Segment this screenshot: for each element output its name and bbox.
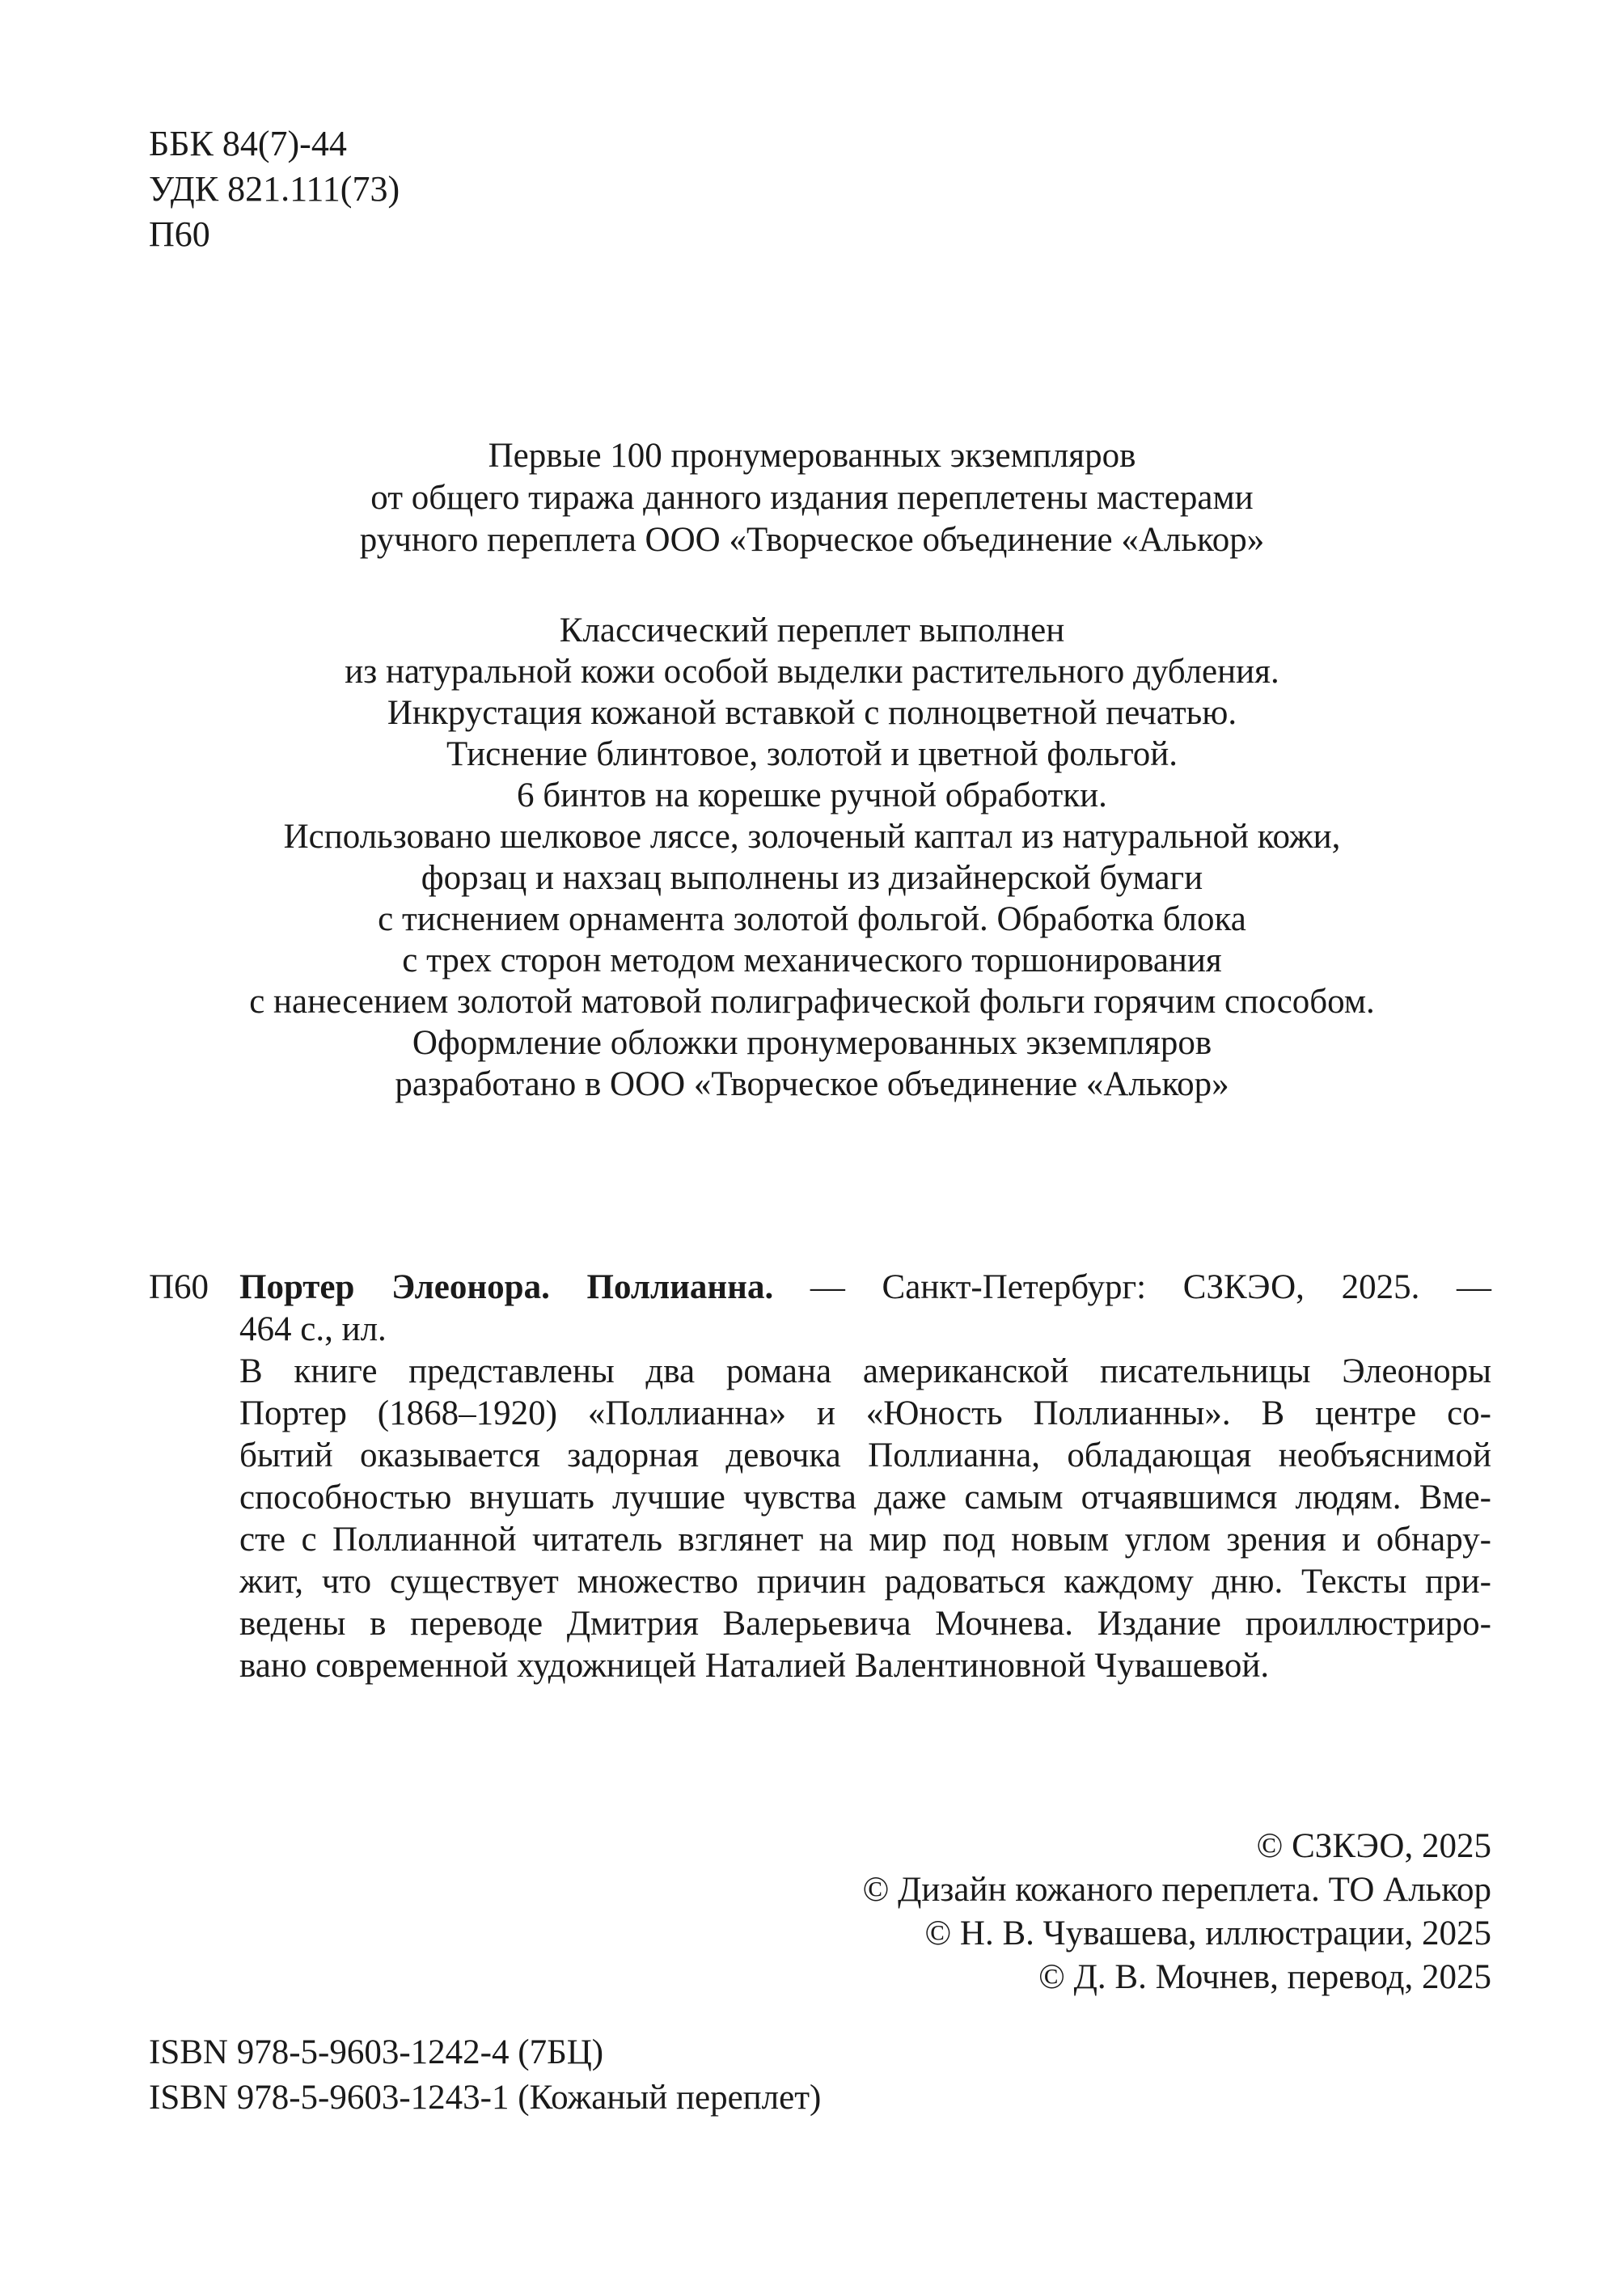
- numbered-copies-note: [0, 435, 1624, 561]
- isbn-line: ISBN 978-5-9603-1243-1 (Кожаный переплет): [149, 2079, 822, 2117]
- binding-line: с нанесением золотой матовой полиграфической фольги горячим способом.: [249, 983, 1375, 1021]
- classification-codes: [149, 121, 400, 257]
- note-line: Первые 100 пронумерованных экземпляров: [488, 437, 1136, 475]
- annotation-line: В книге представлены два романа американской писательницы Элеоноры: [239, 1352, 1491, 1390]
- binding-line: из натуральной кожи особой выделки растительного дубления.: [345, 653, 1279, 691]
- annotation-line: сте с Поллианной читатель взглянет на мир под новым углом зрения и обнару-: [239, 1521, 1491, 1559]
- copyright-notices: [863, 1825, 1491, 1999]
- binding-line: с трех сторон методом механического торшонирования: [402, 941, 1222, 979]
- annotation-line: ведены в переводе Дмитрия Валерьевича Мочнева. Издание проиллюстриро-: [239, 1605, 1491, 1643]
- author-mark: П60: [149, 214, 210, 254]
- annotation-line: способностью внушать лучшие чувства даже самым отчаявшимся людям. Вме-: [239, 1479, 1491, 1517]
- binding-line: разработано в ООО «Творческое объединение «Алькор»: [395, 1065, 1229, 1103]
- binding-line: Классический переплет выполнен: [559, 611, 1065, 649]
- copyright-line: © Н. В. Чувашева, иллюстрации, 2025: [924, 1914, 1491, 1952]
- binding-line: Использовано шелковое ляссе, золоченый каптал из натуральной кожи,: [283, 818, 1341, 856]
- binding-line: Инкрустация кожаной вставкой с полноцветной печатью.: [387, 694, 1237, 732]
- isbn-line: ISBN 978-5-9603-1242-4 (7БЦ): [149, 2033, 604, 2071]
- copyright-line: © Д. В. Мочнев, перевод, 2025: [1038, 1958, 1491, 1996]
- binding-line: Тиснение блинтовое, золотой и цветной фольгой.: [446, 735, 1178, 773]
- binding-description: [0, 610, 1624, 1105]
- biblio-title-rest: — Санкт-Петербург: СЗКЭО, 2025. —: [773, 1268, 1491, 1306]
- bibliographic-record: [149, 1267, 1491, 1687]
- isbn-list: [149, 2030, 821, 2121]
- biblio-title-bold: Портер Элеонора. Поллианна.: [239, 1268, 774, 1306]
- annotation: [239, 1351, 1491, 1687]
- copyright-line: © Дизайн кожаного переплета. ТО Алькор: [862, 1871, 1491, 1909]
- annotation-line: Портер (1868–1920) «Поллианна» и «Юность Поллианны». В центре со-: [239, 1394, 1491, 1432]
- annotation-line: вано современной художницей Наталией Валентиновной Чувашевой.: [239, 1647, 1270, 1685]
- bbk-code: ББК 84(7)-44: [149, 124, 347, 163]
- note-line: от общего тиража данного издания переплетены мастерами: [370, 479, 1254, 517]
- note-line: ручного переплета ООО «Творческое объединение «Алькор»: [359, 521, 1265, 559]
- annotation-line: бытий оказывается задорная девочка Поллианна, обладающая необъяснимой: [239, 1436, 1491, 1474]
- binding-line: 6 бинтов на корешке ручной обработки.: [517, 776, 1107, 814]
- binding-line: форзац и нахзац выполнены из дизайнерской бумаги: [421, 859, 1203, 897]
- binding-line: Оформление обложки пронумерованных экземпляров: [412, 1024, 1212, 1062]
- biblio-author-mark: П60: [149, 1268, 209, 1306]
- annotation-line: жит, что существует множество причин радоваться каждому дню. Тексты при-: [239, 1563, 1491, 1601]
- biblio-title: [239, 1267, 1491, 1351]
- biblio-pages: 464 с., ил.: [239, 1310, 387, 1348]
- udk-code: УДК 821.111(73): [149, 169, 400, 209]
- binding-line: с тиснением орнамента золотой фольгой. Обработка блока: [378, 900, 1246, 938]
- copyright-line: © СЗКЭО, 2025: [1256, 1827, 1491, 1865]
